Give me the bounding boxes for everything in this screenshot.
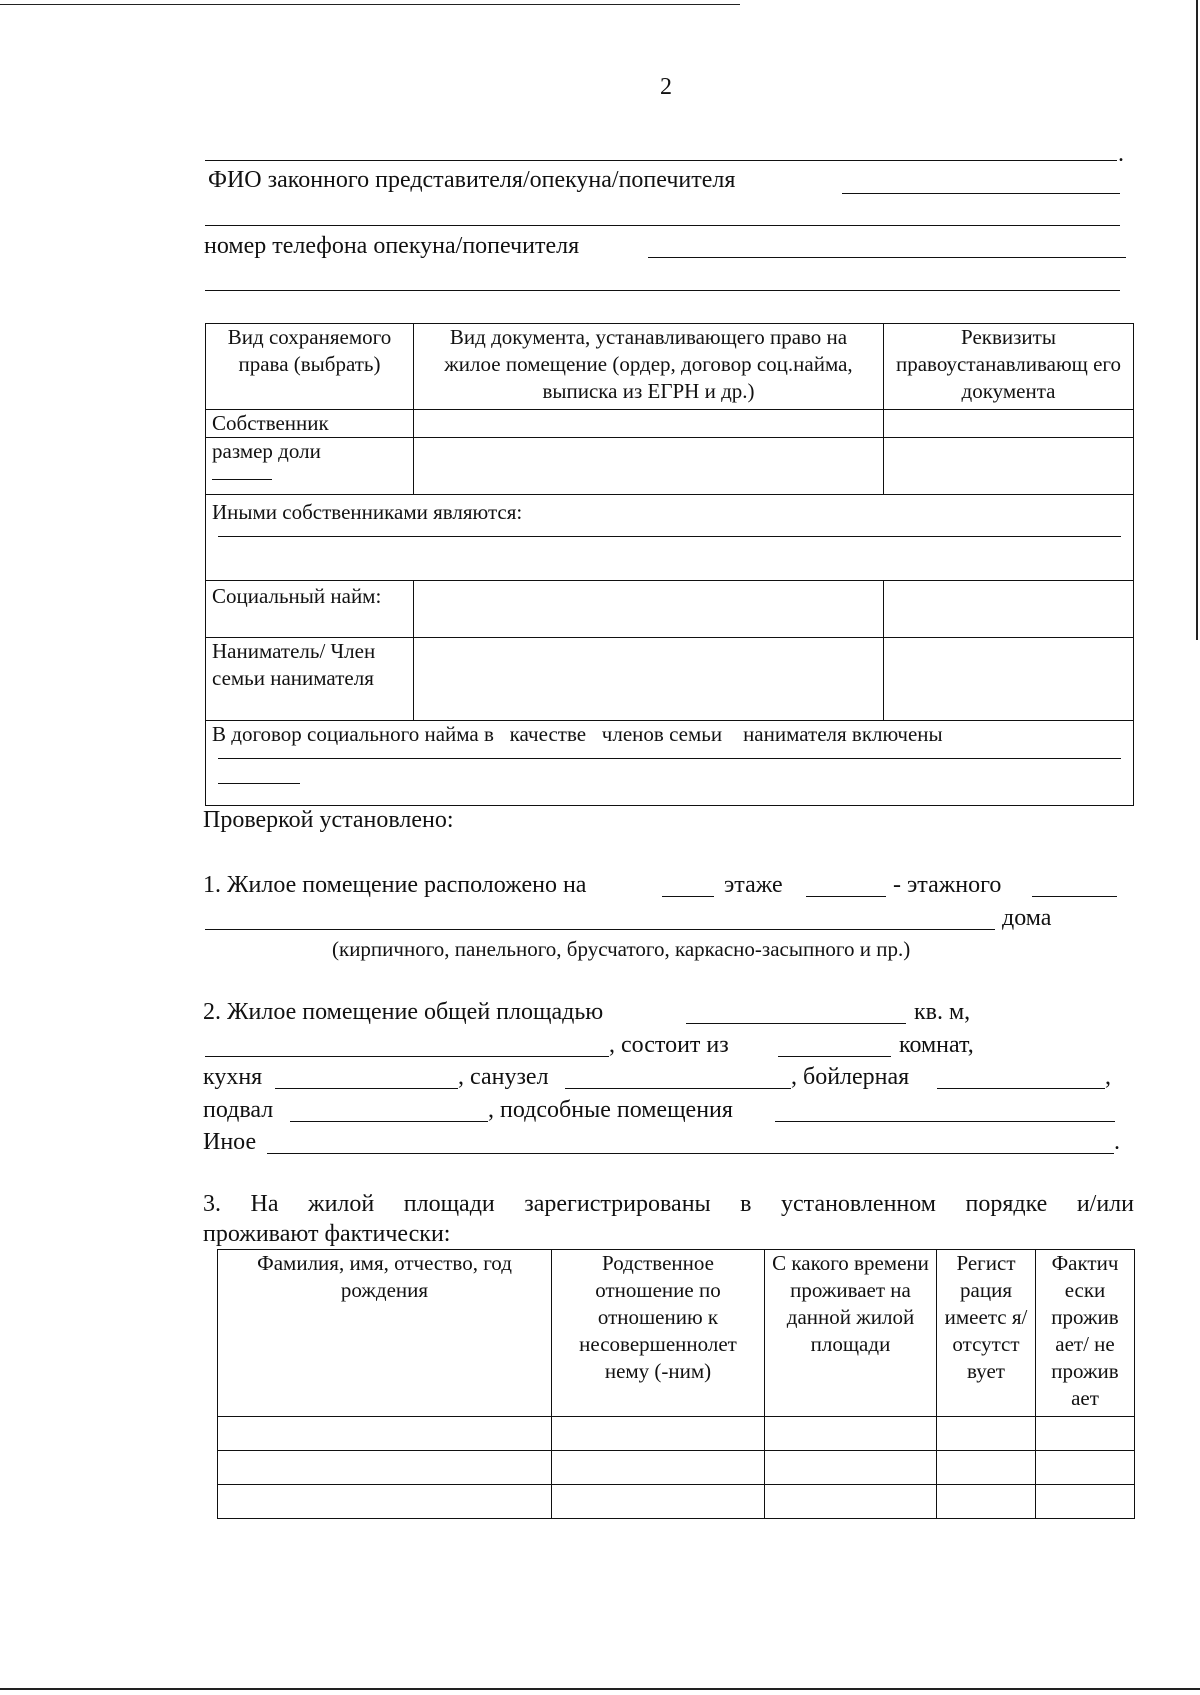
other-owners-label: Иными собственниками являются: bbox=[212, 500, 523, 524]
page-top-edge bbox=[0, 4, 740, 5]
resident-since-cell[interactable] bbox=[765, 1451, 937, 1485]
share-label: размер доли bbox=[212, 439, 321, 463]
contract-members-field[interactable] bbox=[218, 758, 1121, 759]
utility-field[interactable] bbox=[775, 1121, 1115, 1122]
guardian-phone-field-line2[interactable] bbox=[205, 290, 1120, 291]
rights-table bbox=[205, 323, 1134, 806]
page-bottom-edge bbox=[0, 1688, 1200, 1690]
contract-members-label: В договор социального найма в качестве членов семьи нанимателя включены bbox=[212, 722, 943, 746]
resident-since-cell[interactable] bbox=[765, 1485, 937, 1519]
resident-registration-cell[interactable] bbox=[937, 1451, 1036, 1485]
rights-header-document-details: Реквизиты правоустанавливающ его документа bbox=[884, 324, 1134, 410]
resident-relation-cell[interactable] bbox=[552, 1417, 765, 1451]
rights-row-other-owners bbox=[206, 495, 1134, 581]
social-rent-label: Социальный найм: bbox=[206, 581, 414, 638]
boiler-field[interactable] bbox=[937, 1088, 1105, 1089]
residents-header-registration: Регист рация имеетс я/ отсутст вует bbox=[937, 1250, 1036, 1417]
guardian-phone-field[interactable] bbox=[648, 257, 1126, 258]
guardian-top-line[interactable] bbox=[205, 160, 1117, 161]
guardian-fio-field-line2[interactable] bbox=[205, 225, 1120, 226]
rights-table-header-row bbox=[206, 324, 1134, 410]
item2-text-a: 2. Жилое помещение общей площадью bbox=[203, 999, 604, 1025]
resident-registration-cell[interactable] bbox=[937, 1485, 1036, 1519]
rights-header-document-type: Вид документа, устанавливающего право на жилое помещение (ордер, договор соц.найма, выписка из ЕГРН и др.) bbox=[414, 324, 884, 410]
item1-text-b: этаже bbox=[724, 872, 783, 898]
resident-actual-cell[interactable] bbox=[1036, 1485, 1135, 1519]
rights-row-owner bbox=[206, 410, 1134, 438]
rooms-count-field[interactable] bbox=[778, 1056, 891, 1057]
bathroom-label: , санузел bbox=[458, 1064, 549, 1090]
utility-label: , подсобные помещения bbox=[488, 1097, 733, 1123]
basement-label: подвал bbox=[203, 1097, 274, 1123]
floor-field[interactable] bbox=[662, 896, 714, 897]
share-document-cell[interactable] bbox=[414, 438, 884, 495]
item2-text-c: , состоит из bbox=[609, 1032, 729, 1058]
building-type-caption: (кирпичного, панельного, брусчатого, каркасно-засыпного и пр.) bbox=[332, 937, 911, 961]
resident-relation-cell[interactable] bbox=[552, 1451, 765, 1485]
inspection-heading: Проверкой установлено: bbox=[203, 807, 454, 833]
kitchen-label: кухня bbox=[203, 1064, 263, 1090]
table-row bbox=[218, 1417, 1135, 1451]
residents-table-header-row bbox=[218, 1250, 1135, 1417]
other-label: Иное bbox=[203, 1129, 257, 1155]
item1-text-d: дома bbox=[1002, 905, 1052, 931]
boiler-comma: , bbox=[1105, 1064, 1111, 1090]
residents-table bbox=[217, 1249, 1135, 1519]
rights-row-tenant bbox=[206, 638, 1134, 721]
rights-row-share bbox=[206, 438, 1134, 495]
item1-text-a: 1. Жилое помещение расположено на bbox=[203, 872, 587, 898]
item2-text-d: комнат, bbox=[899, 1032, 974, 1058]
page-number: 2 bbox=[660, 74, 672, 100]
tenant-details-cell[interactable] bbox=[884, 638, 1134, 721]
share-cell[interactable] bbox=[206, 438, 414, 495]
owner-details-cell[interactable] bbox=[884, 410, 1134, 438]
share-details-cell[interactable] bbox=[884, 438, 1134, 495]
rights-row-contract-members bbox=[206, 721, 1134, 806]
residents-header-actual: Фактич ески прожив ает/ не прожив ает bbox=[1036, 1250, 1135, 1417]
page-right-edge bbox=[1196, 0, 1198, 640]
other-owners-cell[interactable] bbox=[206, 495, 1134, 581]
item3-line1: 3. На жилой площади зарегистрированы в установленном порядке и/или bbox=[203, 1191, 1134, 1217]
contract-members-field-short[interactable] bbox=[218, 783, 300, 784]
building-type-field[interactable] bbox=[1032, 896, 1117, 897]
building-type-field-line2[interactable] bbox=[205, 929, 995, 930]
item2-text-b: кв. м, bbox=[914, 999, 971, 1025]
basement-field[interactable] bbox=[290, 1121, 488, 1122]
item1-text-c: - этажного bbox=[893, 872, 1002, 898]
boiler-label: , бойлерная bbox=[791, 1064, 910, 1090]
owner-document-cell[interactable] bbox=[414, 410, 884, 438]
residents-header-relation: Родственное отношение по отношению к несовершеннолет нему (-ним) bbox=[552, 1250, 765, 1417]
share-field[interactable] bbox=[212, 479, 272, 480]
social-rent-document-cell[interactable] bbox=[414, 581, 884, 638]
resident-name-cell[interactable] bbox=[218, 1485, 552, 1519]
table-row bbox=[218, 1451, 1135, 1485]
area-field-line2[interactable] bbox=[205, 1056, 609, 1057]
guardian-top-period: . bbox=[1118, 141, 1124, 167]
resident-registration-cell[interactable] bbox=[937, 1417, 1036, 1451]
other-field[interactable] bbox=[267, 1153, 1114, 1154]
bathroom-field[interactable] bbox=[565, 1088, 791, 1089]
owner-label: Собственник bbox=[206, 410, 414, 438]
resident-name-cell[interactable] bbox=[218, 1417, 552, 1451]
other-owners-field[interactable] bbox=[218, 536, 1121, 537]
other-period: . bbox=[1114, 1129, 1120, 1155]
guardian-phone-label: номер телефона опекуна/попечителя bbox=[204, 233, 580, 259]
table-row bbox=[218, 1485, 1135, 1519]
tenant-label: Наниматель/ Член семьи нанимателя bbox=[206, 638, 414, 721]
guardian-fio-field[interactable] bbox=[842, 193, 1120, 194]
resident-relation-cell[interactable] bbox=[552, 1485, 765, 1519]
tenant-document-cell[interactable] bbox=[414, 638, 884, 721]
guardian-fio-label: ФИО законного представителя/опекуна/попечителя bbox=[208, 167, 736, 193]
floors-count-field[interactable] bbox=[806, 896, 886, 897]
rights-header-right-type: Вид сохраняемого права (выбрать) bbox=[206, 324, 414, 410]
contract-members-cell[interactable] bbox=[206, 721, 1134, 806]
resident-name-cell[interactable] bbox=[218, 1451, 552, 1485]
resident-since-cell[interactable] bbox=[765, 1417, 937, 1451]
total-area-field[interactable] bbox=[686, 1023, 906, 1024]
social-rent-details-cell[interactable] bbox=[884, 581, 1134, 638]
kitchen-field[interactable] bbox=[275, 1088, 458, 1089]
residents-header-name: Фамилия, имя, отчество, год рождения bbox=[218, 1250, 552, 1417]
resident-actual-cell[interactable] bbox=[1036, 1451, 1135, 1485]
item3-line2: проживают фактически: bbox=[203, 1221, 451, 1247]
residents-header-since: С какого времени проживает на данной жилой площади bbox=[765, 1250, 937, 1417]
rights-row-social-rent bbox=[206, 581, 1134, 638]
resident-actual-cell[interactable] bbox=[1036, 1417, 1135, 1451]
